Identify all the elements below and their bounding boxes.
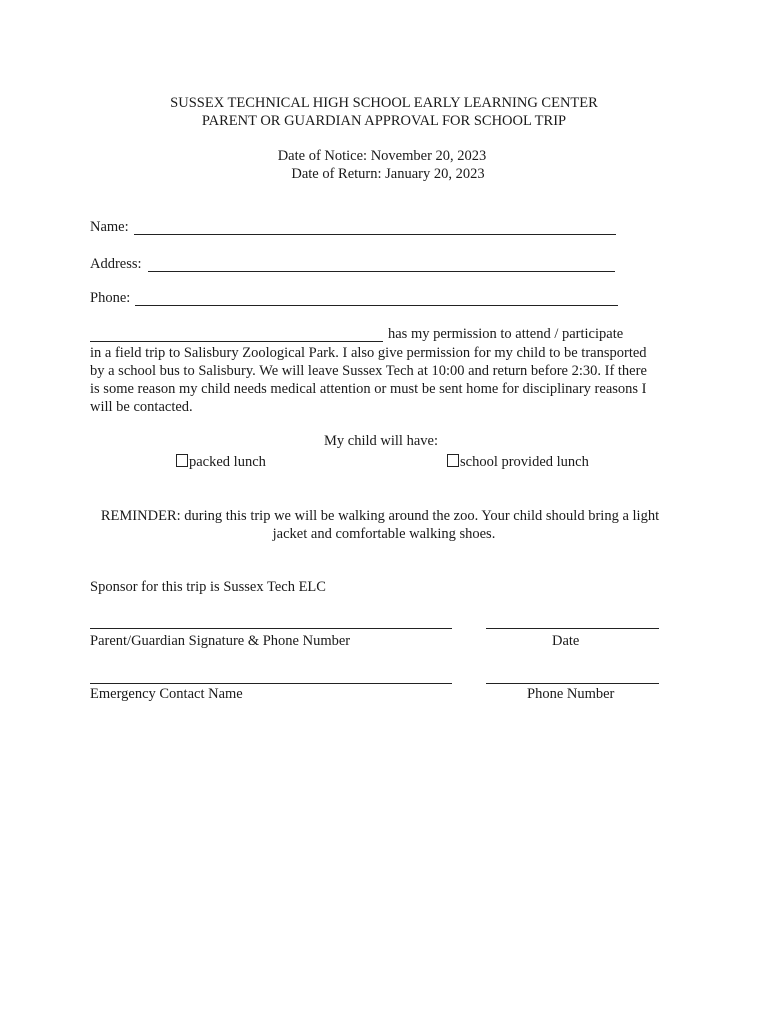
permission-line1: has my permission to attend / participate [388,326,624,342]
packed-lunch-option[interactable] [176,454,266,471]
date-of-notice: Date of Notice: November 20, 2023 [277,148,487,164]
emergency-contact-label: Emergency Contact Name [90,686,243,702]
permission-paragraph [90,344,690,416]
emergency-phone-field[interactable] [486,668,659,684]
address-label: Address: [90,256,142,272]
lunch-prompt: My child will have: [324,433,438,449]
packed-lunch-checkbox[interactable] [176,454,188,467]
school-title: SUSSEX TECHNICAL HIGH SCHOOL EARLY LEARNING CENTER [170,95,598,111]
name-label: Name: [90,219,129,235]
date-label: Date [552,633,580,649]
school-lunch-checkbox[interactable] [447,454,459,467]
address-field[interactable] [148,256,615,272]
emergency-contact-field[interactable] [90,668,452,684]
permission-line5: will be contacted. [90,399,193,415]
parent-signature-label: Parent/Guardian Signature & Phone Number [90,633,351,649]
sponsor-text: Sponsor for this trip is Sussex Tech ELC [90,579,326,595]
child-name-field[interactable] [90,326,383,342]
reminder-line2: jacket and comfortable walking shoes. [272,526,496,542]
school-lunch-label: school provided lunch [460,454,589,470]
parent-signature-field[interactable] [90,613,452,629]
phone-field[interactable] [135,290,618,306]
form-title: PARENT OR GUARDIAN APPROVAL FOR SCHOOL TRIP [201,113,567,129]
date-of-return: Date of Return: January 20, 2023 [291,166,485,182]
phone-label: Phone: [90,290,131,306]
name-field[interactable] [134,219,616,235]
permission-line3: by a school bus to Salisbury. We will leave Sussex Tech at 10:00 and return before 2:30. If there [90,363,647,379]
school-lunch-option[interactable] [447,454,589,471]
date-field[interactable] [486,613,659,629]
emergency-phone-label: Phone Number [527,686,615,702]
packed-lunch-label: packed lunch [189,454,266,470]
permission-line2: in a field trip to Salisbury Zoological Park. I also give permission for my child to be transported [90,345,647,361]
permission-line4: is some reason my child needs medical attention or must be sent home for disciplinary reasons I [90,381,647,397]
reminder-line1: REMINDER: during this trip we will be walking around the zoo. Your child should bring a light [100,508,660,524]
